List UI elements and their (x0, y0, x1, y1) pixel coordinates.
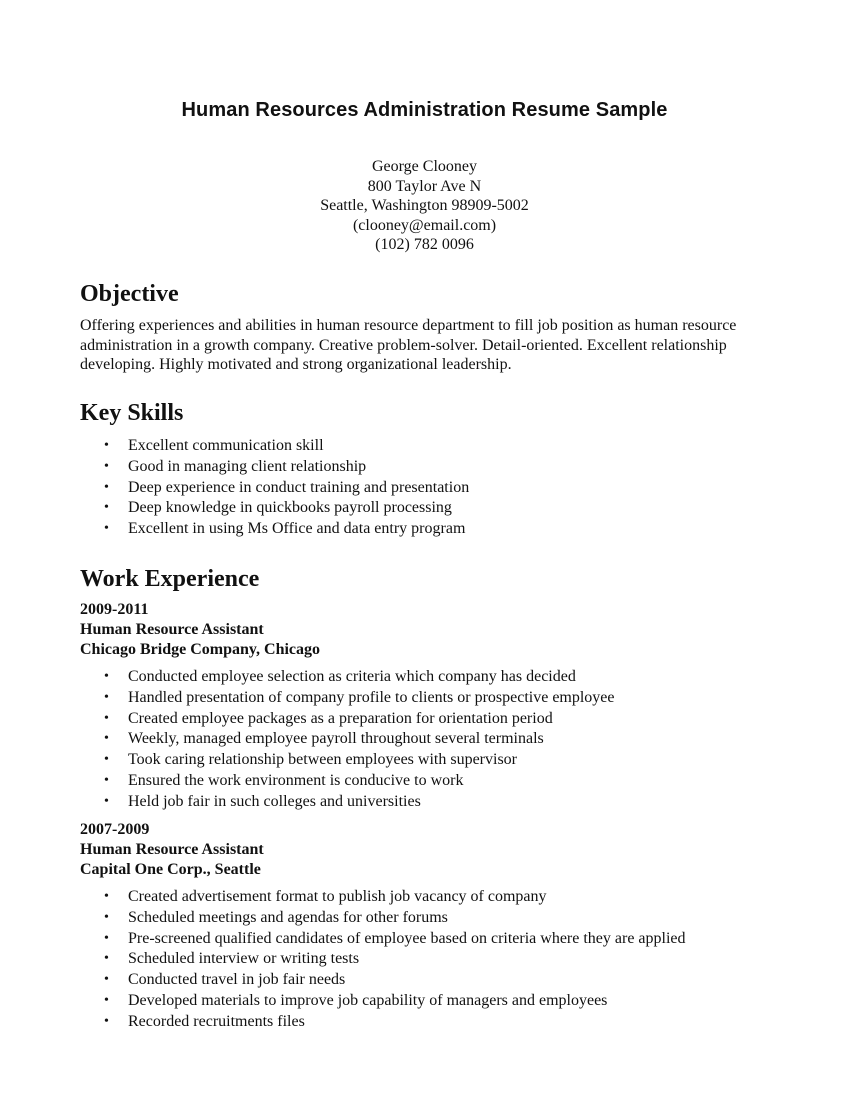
work-experience-heading: Work Experience (80, 566, 260, 592)
skill-text: Excellent communication skill (128, 437, 324, 454)
duty-item (80, 970, 686, 991)
bullet-icon: • (104, 930, 109, 946)
duty-text: Ensured the work environment is conducive to work (128, 771, 464, 789)
bullet-icon: • (104, 458, 109, 474)
duty-item (80, 667, 615, 688)
key-skills-heading: Key Skills (80, 400, 184, 426)
bullet-icon: • (104, 951, 109, 967)
duty-item (80, 887, 686, 908)
bullet-icon: • (104, 909, 109, 925)
skill-text: Deep knowledge in quickbooks payroll processing (128, 499, 452, 517)
contact-block (0, 157, 849, 255)
bullet-icon: • (104, 992, 109, 1008)
bullet-icon: • (104, 438, 109, 453)
skill-item (80, 519, 469, 540)
bullet-icon: • (104, 772, 109, 788)
contact-address-line1: 800 Taylor Ave N (367, 177, 482, 195)
bullet-icon: • (104, 500, 109, 516)
bullet-icon: • (104, 972, 109, 988)
skill-item (80, 436, 469, 457)
contact-address-line2: Seattle, Washington 98909-5002 (320, 197, 529, 214)
duty-item (80, 709, 615, 730)
duty-item (80, 929, 686, 950)
skill-item (80, 457, 469, 478)
skill-item (80, 478, 469, 499)
duty-item (80, 908, 686, 929)
duty-item (80, 750, 615, 771)
skill-text: Deep experience in conduct training and presentation (128, 478, 470, 496)
bullet-icon: • (104, 889, 109, 904)
job-position: Human Resource Assistant (80, 621, 264, 638)
duty-item (80, 771, 615, 792)
document-title: Human Resources Administration Resume Sample (181, 99, 668, 121)
duty-item (80, 792, 615, 813)
duty-text: Took caring relationship between employees with supervisor (128, 751, 517, 769)
duty-text: Scheduled interview or writing tests (128, 950, 360, 968)
bullet-icon: • (104, 793, 109, 809)
job-years: 2007-2009 (80, 821, 150, 838)
bullet-icon: • (104, 752, 109, 768)
job-2-duties (80, 887, 686, 1033)
contact-phone: (102) 782 0096 (375, 236, 474, 253)
job-1-meta (80, 600, 320, 660)
key-skills-list (80, 436, 469, 540)
bullet-icon: • (104, 521, 109, 537)
duty-item (80, 1012, 686, 1033)
duty-text: Scheduled meetings and agendas for other forums (128, 908, 448, 926)
contact-name: George Clooney (371, 158, 477, 175)
skill-item (80, 498, 469, 519)
bullet-icon: • (104, 689, 109, 705)
duty-item (80, 688, 615, 709)
duty-text: Held job fair in such colleges and universities (128, 792, 421, 810)
objective-text: Offering experiences and abilities in human resource department to fill job position as human resource administration in a growth company. Creative problem-solver. Detail-oriented. Excellent relationship developing. Highly motivated and strong organizational leadership. (80, 317, 737, 373)
duty-text: Created employee packages as a preparation for orientation period (128, 709, 553, 727)
job-position: Human Resource Assistant (80, 841, 264, 858)
contact-email: (clooney@email.com) (352, 216, 497, 234)
job-company: Chicago Bridge Company, Chicago (80, 641, 321, 658)
duty-text: Conducted employee selection as criteria which company has decided (128, 668, 576, 685)
bullet-icon: • (104, 1013, 109, 1029)
objective-heading: Objective (80, 281, 179, 307)
duty-text: Pre-screened qualified candidates of employee based on criteria where they are applied (128, 929, 686, 947)
job-years: 2009-2011 (80, 601, 149, 618)
bullet-icon: • (104, 731, 109, 747)
skill-text: Good in managing client relationship (128, 457, 367, 475)
duty-text: Weekly, managed employee payroll throughout several terminals (128, 730, 544, 748)
duty-text: Conducted travel in job fair needs (128, 971, 346, 989)
job-company: Capital One Corp., Seattle (80, 861, 261, 878)
duty-item (80, 949, 686, 970)
bullet-icon: • (104, 710, 109, 726)
duty-text: Recorded recruitments files (128, 1012, 305, 1030)
duty-text: Developed materials to improve job capability of managers and employees (128, 991, 608, 1009)
bullet-icon: • (104, 479, 109, 495)
job-1-duties (80, 667, 615, 813)
duty-item (80, 991, 686, 1012)
bullet-icon: • (104, 669, 109, 684)
duty-text: Created advertisement format to publish job vacancy of company (128, 888, 547, 905)
skill-text: Excellent in using Ms Office and data entry program (128, 520, 466, 538)
job-2-meta (80, 820, 264, 880)
duty-item (80, 729, 615, 750)
duty-text: Handled presentation of company profile to clients or prospective employee (128, 688, 615, 706)
